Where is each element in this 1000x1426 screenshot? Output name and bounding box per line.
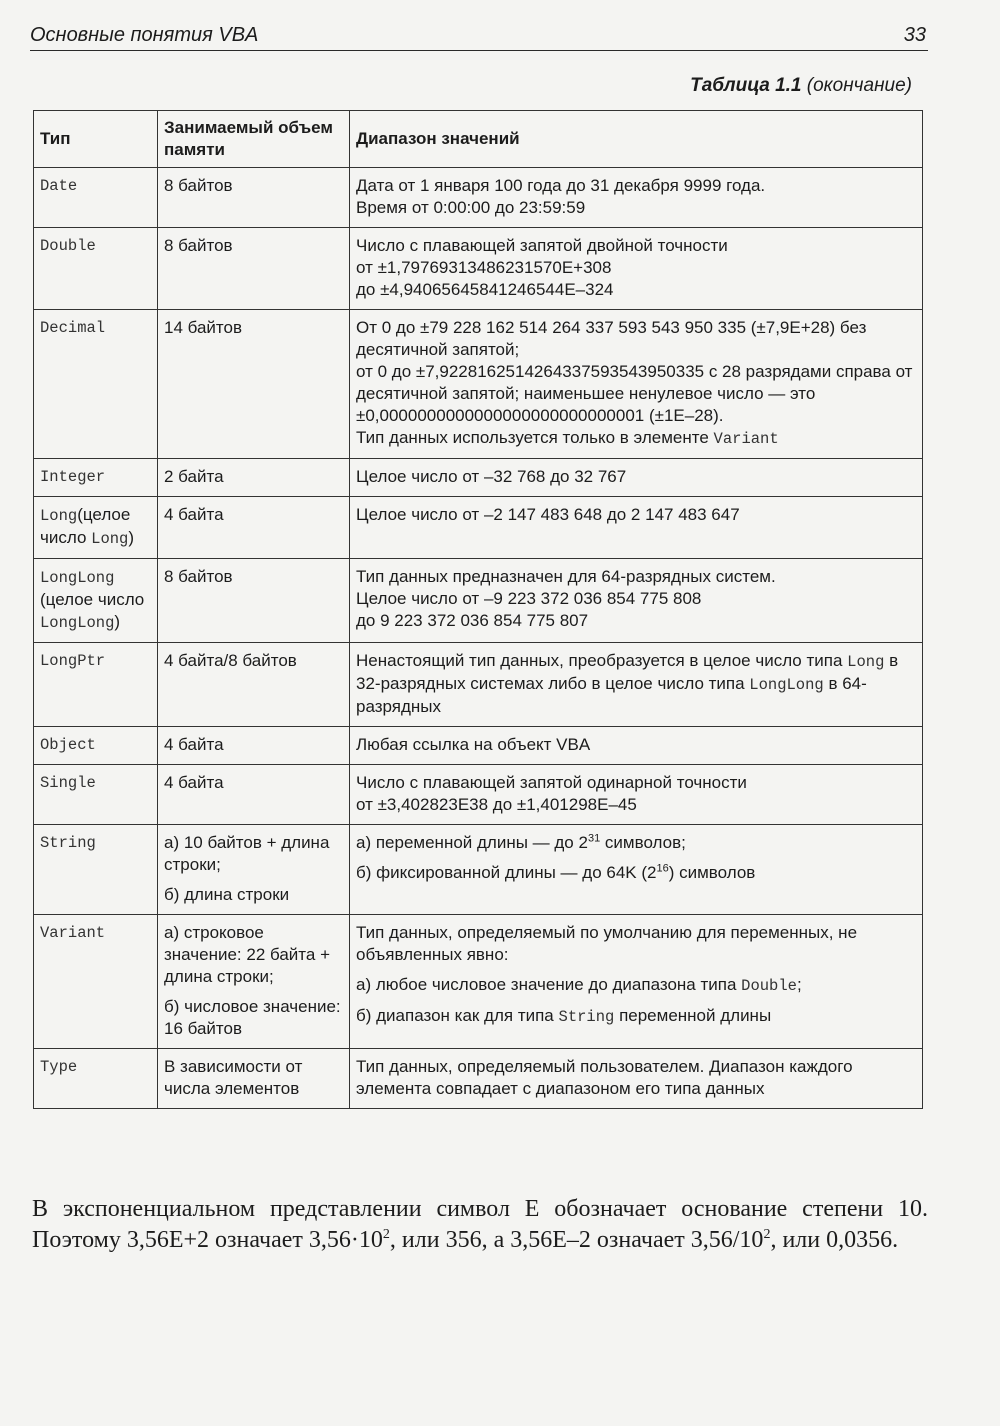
memory-cell: 4 байта <box>158 727 350 765</box>
code-term: Long <box>40 507 78 525</box>
table-row <box>34 310 923 459</box>
memory-line: а) строковое значение: 22 байта + длина строки; <box>164 923 330 986</box>
range-text: символов; <box>600 833 686 852</box>
table-row <box>34 497 923 559</box>
type-cell: Single <box>34 765 158 825</box>
memory-cell: 2 байта <box>158 459 350 497</box>
header-range: Диапазон значений <box>350 111 923 168</box>
range-text: ) символов <box>668 863 756 882</box>
range-line: до 9 223 372 036 854 775 807 <box>356 611 589 630</box>
memory-line: б) числовое значение: 16 байтов <box>164 997 341 1038</box>
code-term: Long <box>847 653 885 671</box>
table-row <box>34 727 923 765</box>
range-line <box>356 427 916 450</box>
range-text: Тип данных используется только в элементе <box>356 428 709 447</box>
memory-cell: 4 байта/8 байтов <box>158 643 350 727</box>
range-line: Время от 0:00:00 до 23:59:59 <box>356 198 586 217</box>
memory-cell: В зависимости от числа элементов <box>158 1049 350 1109</box>
body-paragraph <box>32 1194 928 1256</box>
table-row <box>34 559 923 643</box>
range-text: а) любое числовое значение до диапазона типа <box>356 975 737 994</box>
type-cell: Integer <box>34 459 158 497</box>
memory-cell: 8 байтов <box>158 228 350 310</box>
type-cell <box>34 497 158 559</box>
range-cell: Любая ссылка на объект VBA <box>350 727 923 765</box>
range-text: в 64-разрядных <box>356 674 867 716</box>
range-cell <box>350 228 923 310</box>
code-term: Variant <box>713 430 779 448</box>
memory-cell <box>158 825 350 915</box>
type-cell: Decimal <box>34 310 158 459</box>
page-header <box>30 24 928 51</box>
range-line <box>356 1005 916 1028</box>
table-row <box>34 168 923 228</box>
range-cell <box>350 310 923 459</box>
range-text: б) фиксированной длины — до 64K (2 <box>356 863 657 882</box>
type-cell: LongPtr <box>34 643 158 727</box>
header-memory: Занимаемый объем памяти <box>158 111 350 168</box>
range-text: в 32-разрядных системах либо в целое число типа <box>356 651 899 693</box>
table-row <box>34 643 923 727</box>
range-text: Ненастоящий тип данных, преобразуется в целое число типа <box>356 651 843 670</box>
type-cell <box>34 559 158 643</box>
table-row <box>34 765 923 825</box>
range-cell <box>350 643 923 727</box>
range-cell: Тип данных, определяемый пользователем. Диапазон каждого элемента совпадает с диапазоном его типа данных <box>350 1049 923 1109</box>
type-cell: Object <box>34 727 158 765</box>
range-cell <box>350 765 923 825</box>
range-text: переменной длины <box>619 1006 772 1025</box>
page-number: 33 <box>903 24 926 46</box>
range-cell <box>350 915 923 1049</box>
memory-cell <box>158 915 350 1049</box>
range-line: до ±4,94065645841246544E–324 <box>356 280 614 299</box>
memory-cell: 8 байтов <box>158 168 350 228</box>
range-cell: Целое число от –2 147 483 648 до 2 147 483 647 <box>350 497 923 559</box>
memory-cell: 14 байтов <box>158 310 350 459</box>
range-cell <box>350 825 923 915</box>
type-cell: Double <box>34 228 158 310</box>
type-note: (целое число <box>40 505 131 547</box>
type-note: (целое число <box>40 590 145 609</box>
memory-cell: 8 байтов <box>158 559 350 643</box>
paragraph-text: В экспоненциальном представлении символ E обозначает основание степени 10. Поэтому 3,56E+2 означает 3,56·10 <box>32 1196 928 1253</box>
table-row <box>34 825 923 915</box>
range-line: Тип данных предназначен для 64-разрядных систем. <box>356 567 776 586</box>
range-line: от ±1,79769313486231570E+308 <box>356 258 612 277</box>
paragraph-text: , или 356, а 3,56E–2 означает 3,56/10 <box>389 1227 764 1253</box>
range-cell: Целое число от –32 768 до 32 767 <box>350 459 923 497</box>
memory-cell: 4 байта <box>158 497 350 559</box>
range-line: Число с плавающей запятой двойной точности <box>356 236 728 255</box>
range-line: Тип данных, определяемый по умолчанию для переменных, не объявленных явно: <box>356 923 858 964</box>
code-term: LongLong <box>40 569 115 587</box>
type-cell: String <box>34 825 158 915</box>
range-line <box>356 862 916 884</box>
exponent: 2 <box>382 1227 390 1242</box>
range-line <box>356 974 916 997</box>
range-line <box>356 832 916 854</box>
exponent: 16 <box>656 862 669 875</box>
range-line: от 0 до ±7,9228162514264337593543950335 с 28 разрядами справа от десятичной запятой; наименьшее ненулевое число — это ±0,0000000000000000000000000001 (±1E–28). <box>356 362 913 425</box>
table-header-row <box>34 111 923 168</box>
memory-line: б) длина строки <box>164 885 290 904</box>
type-cell: Variant <box>34 915 158 1049</box>
table-caption <box>690 75 912 97</box>
caption-label: Таблица 1.1 <box>690 75 802 96</box>
range-text: б) диапазон как для типа <box>356 1006 554 1025</box>
type-cell: Type <box>34 1049 158 1109</box>
memory-cell: 4 байта <box>158 765 350 825</box>
range-line: От 0 до ±79 228 162 514 264 337 593 543 950 335 (±7,9E+28) без десятичной запятой; <box>356 318 867 359</box>
range-cell <box>350 559 923 643</box>
running-title: Основные понятия VBA <box>30 24 259 46</box>
range-text: а) переменной длины — до 2 <box>356 833 588 852</box>
table-row <box>34 459 923 497</box>
code-term: String <box>558 1008 615 1026</box>
caption-suffix: (окончание) <box>806 75 912 96</box>
table-row <box>34 915 923 1049</box>
memory-line: а) 10 байтов + длина строки; <box>164 833 330 874</box>
type-note: ) <box>128 528 135 547</box>
table-row <box>34 1049 923 1109</box>
range-cell <box>350 168 923 228</box>
type-cell: Date <box>34 168 158 228</box>
range-line: от ±3,402823E38 до ±1,401298E–45 <box>356 795 637 814</box>
type-note: ) <box>114 612 121 631</box>
range-line: Целое число от –9 223 372 036 854 775 808 <box>356 589 702 608</box>
vba-types-table <box>33 110 923 1109</box>
code-term: LongLong <box>40 614 115 632</box>
code-term: LongLong <box>749 676 824 694</box>
exponent: 31 <box>587 832 601 845</box>
code-term: Long <box>91 530 129 548</box>
range-line: Дата от 1 января 100 года до 31 декабря 9999 года. <box>356 176 766 195</box>
exponent: 2 <box>763 1227 771 1242</box>
code-term: Double <box>741 977 797 995</box>
range-line: Число с плавающей запятой одинарной точности <box>356 773 747 792</box>
table-row <box>34 228 923 310</box>
range-text: ; <box>796 975 802 994</box>
header-type: Тип <box>34 111 158 168</box>
paragraph-text: , или 0,0356. <box>770 1227 899 1253</box>
